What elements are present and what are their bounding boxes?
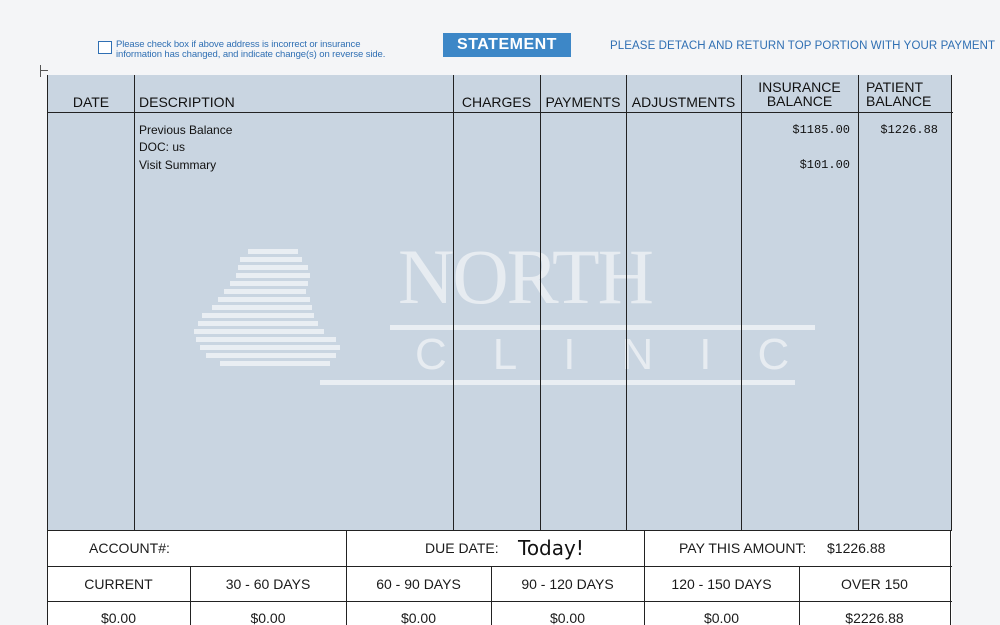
summary-col-divider — [346, 530, 347, 566]
row-insurance-balance: $101.00 — [799, 158, 850, 172]
row-description: Visit Summary — [139, 158, 217, 172]
col-header-date: DATE — [72, 94, 110, 110]
col-header-description: DESCRIPTION — [139, 94, 235, 110]
col-header-payments: PAYMENTS — [545, 94, 621, 110]
col-header-patient-line1: PATIENT — [866, 79, 924, 95]
col-header-adjustments: ADJUSTMENTS — [631, 94, 736, 110]
notice-line-2: information has changed, and indicate change(s) on reverse side. — [116, 49, 386, 60]
aging-value-current: $0.00 — [100, 610, 137, 625]
aging-header-over-150: OVER 150 — [841, 576, 908, 592]
aging-value-over-150: $2226.88 — [845, 610, 904, 625]
col-header-charges: CHARGES — [461, 94, 532, 110]
address-change-checkbox[interactable] — [98, 41, 112, 54]
summary-row-divider — [47, 601, 952, 602]
due-date-value: Today! — [518, 536, 584, 560]
row-description: DOC: us — [139, 140, 186, 154]
summary-border-right — [950, 530, 951, 625]
aging-header-90-120: 90 - 120 DAYS — [521, 576, 614, 592]
row-patient-balance: $1226.88 — [880, 123, 938, 137]
aging-header-120-150: 120 - 150 DAYS — [671, 576, 772, 592]
statement-table — [47, 75, 952, 530]
summary-row-divider — [47, 566, 952, 567]
row-description: Previous Balance — [139, 123, 233, 137]
account-label: ACCOUNT#: — [89, 540, 170, 556]
pay-amount-value: $1226.88 — [827, 540, 886, 556]
watermark-north-text: NORTH — [398, 233, 652, 320]
col-divider — [858, 75, 859, 530]
col-divider — [540, 75, 541, 530]
header-divider — [48, 112, 953, 113]
aging-value-30-60: $0.00 — [250, 610, 286, 625]
col-divider — [741, 75, 742, 530]
col-header-insurance-line2: BALANCE — [766, 93, 833, 109]
summary-col-divider — [644, 530, 645, 566]
summary-top-border — [47, 530, 952, 531]
notice-line-1: Please check box if above address is incorrect or insurance — [116, 39, 361, 50]
detach-instruction: PLEASE DETACH AND RETURN TOP PORTION WITH YOUR PAYMENT — [610, 40, 996, 52]
col-header-insurance-balance — [741, 80, 858, 108]
aging-value-90-120: $0.00 — [549, 610, 586, 625]
aging-header-current: CURRENT — [84, 576, 153, 592]
aging-header-30-60: 30 - 60 DAYS — [225, 576, 311, 592]
col-header-patient-line2: BALANCE — [866, 93, 932, 109]
pay-amount-label: PAY THIS AMOUNT: — [679, 540, 807, 556]
col-divider — [453, 75, 454, 530]
row-insurance-balance: $1185.00 — [792, 123, 850, 137]
due-date-label: DUE DATE: — [425, 540, 499, 556]
watermark-clinic-text: CLINIC — [415, 330, 836, 379]
col-header-patient-balance — [858, 80, 953, 108]
aging-header-60-90: 60 - 90 DAYS — [376, 576, 461, 592]
col-header-insurance-line1: INSURANCE — [758, 79, 841, 95]
payment-summary — [47, 530, 952, 625]
col-divider — [134, 75, 135, 530]
address-change-notice — [98, 40, 416, 60]
statement-badge: STATEMENT — [443, 33, 571, 57]
col-divider — [626, 75, 627, 530]
aging-value-60-90: $0.00 — [400, 610, 437, 625]
aging-value-120-150: $0.00 — [703, 610, 740, 625]
